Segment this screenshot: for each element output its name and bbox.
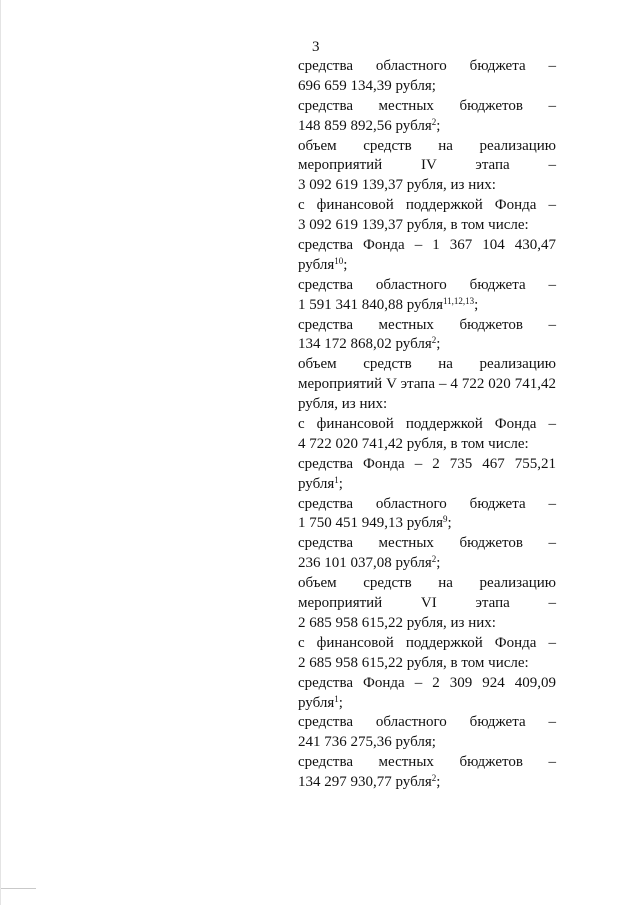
line-text: мероприятий IV этапа – (298, 157, 556, 174)
text-line (298, 57, 556, 77)
text-line (298, 614, 556, 634)
line-tail: ; (338, 694, 343, 711)
line-text: средства областного бюджета – (298, 276, 556, 293)
text-line (298, 375, 556, 395)
text-column (298, 57, 556, 793)
page-number: 3 (312, 39, 320, 55)
line-text: средства Фонда – 2 309 924 409,09 (298, 674, 556, 691)
line-tail: ; (343, 256, 348, 273)
text-line (298, 196, 556, 216)
text-line (298, 216, 556, 236)
line-text: 2 685 958 615,22 рубля, из них: (298, 614, 496, 631)
line-tail: ; (436, 555, 441, 572)
line-text: 1 591 341 840,88 рубля (298, 296, 443, 313)
text-line (298, 733, 556, 753)
line-tail: ; (447, 515, 452, 532)
text-line (298, 256, 556, 276)
text-line (298, 495, 556, 515)
line-text: с финансовой поддержкой Фонда – (298, 197, 556, 214)
text-line (298, 574, 556, 594)
line-text: рубля (298, 694, 335, 711)
footnote-ref: 2 (431, 335, 437, 346)
text-line (298, 534, 556, 554)
line-text: рубля (298, 475, 335, 492)
line-text: объем средств на реализацию (298, 137, 556, 154)
text-line (298, 753, 556, 773)
text-line (298, 176, 556, 196)
footnote-ref: 9 (443, 514, 448, 525)
text-line (298, 773, 556, 793)
text-line (298, 77, 556, 97)
text-line (298, 276, 556, 296)
line-text: мероприятий VI этапа – (298, 595, 556, 612)
text-line (298, 455, 556, 475)
line-text: средства Фонда – 2 735 467 755,21 (298, 455, 556, 472)
text-line (298, 335, 556, 355)
footnote-ref: 2 (431, 773, 437, 784)
line-text: 134 297 930,77 рубля (298, 774, 432, 791)
line-text: средства местных бюджетов – (298, 97, 556, 114)
text-line (298, 395, 556, 415)
text-line (298, 594, 556, 614)
line-text: средства местных бюджетов – (298, 316, 556, 333)
text-line (298, 713, 556, 733)
text-line (298, 236, 556, 256)
line-text: 241 736 275,36 рубля; (298, 734, 436, 751)
text-line (298, 117, 556, 137)
line-text: рубля, из них: (298, 396, 388, 413)
line-text: средства местных бюджетов – (298, 535, 556, 552)
text-line (298, 435, 556, 455)
line-text: средства областного бюджета – (298, 714, 556, 731)
scan-mark (0, 888, 36, 889)
footnote-ref: 2 (431, 116, 437, 127)
text-line (298, 355, 556, 375)
text-line (298, 316, 556, 336)
text-line (298, 694, 556, 714)
line-text: 236 101 037,08 рубля (298, 555, 432, 572)
line-text: 4 722 020 741,42 рубля, в том числе: (298, 435, 529, 452)
line-text: 1 750 451 949,13 рубля (298, 515, 443, 532)
footnote-ref: 1 (334, 474, 339, 485)
text-line (298, 654, 556, 674)
line-tail: ; (338, 475, 343, 492)
footnote-ref: 11,12,13 (443, 295, 475, 306)
line-text: с финансовой поддержкой Фонда – (298, 416, 556, 433)
line-tail: ; (436, 117, 441, 134)
footnote-ref: 2 (431, 554, 437, 565)
text-line (298, 674, 556, 694)
text-line (298, 475, 556, 495)
line-tail: ; (436, 336, 441, 353)
line-text: 134 172 868,02 рубля (298, 336, 432, 353)
text-line (298, 514, 556, 534)
line-text: 2 685 958 615,22 рубля, в том числе: (298, 654, 529, 671)
line-text: объем средств на реализацию (298, 356, 556, 373)
line-text: мероприятий V этапа – 4 722 020 741,42 (298, 376, 556, 393)
text-line (298, 415, 556, 435)
line-text: с финансовой поддержкой Фонда – (298, 634, 556, 651)
text-line (298, 97, 556, 117)
line-tail: ; (474, 296, 479, 313)
text-line (298, 156, 556, 176)
line-text: 696 659 134,39 рубля; (298, 77, 436, 94)
text-line (298, 634, 556, 654)
text-line (298, 296, 556, 316)
line-text: средства Фонда – 1 367 104 430,47 (298, 237, 556, 254)
line-text: объем средств на реализацию (298, 575, 556, 592)
line-tail: ; (436, 774, 441, 791)
scan-mark (0, 0, 1, 905)
line-text: 148 859 892,56 рубля (298, 117, 432, 134)
text-line (298, 137, 556, 157)
line-text: средства местных бюджетов – (298, 754, 556, 771)
line-text: рубля (298, 256, 335, 273)
line-text: 3 092 619 139,37 рубля, из них: (298, 177, 496, 194)
footnote-ref: 1 (334, 693, 339, 704)
line-text: средства областного бюджета – (298, 58, 556, 74)
line-text: 3 092 619 139,37 рубля, в том числе: (298, 217, 529, 234)
line-text: средства областного бюджета – (298, 495, 556, 512)
footnote-ref: 10 (334, 255, 344, 266)
text-line (298, 554, 556, 574)
